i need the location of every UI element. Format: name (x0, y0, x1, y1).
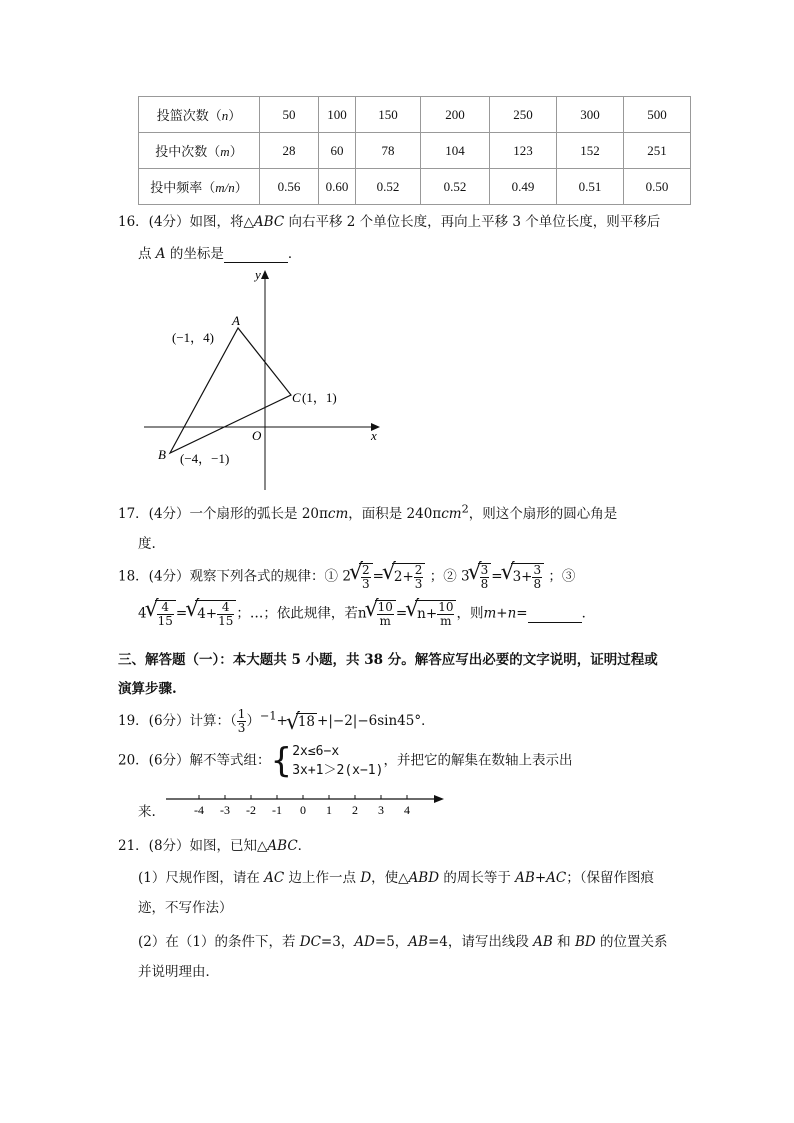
number-line-arrow-icon (434, 795, 444, 803)
table-cell: 0.51 (557, 169, 624, 205)
table-cell: 200 (421, 97, 490, 133)
question-16-line2: 点 A 的坐标是 ． (138, 246, 302, 262)
table-cell: 150 (356, 97, 421, 133)
y-axis-arrow-icon (261, 270, 269, 279)
number-line-tick-label: 3 (378, 803, 384, 817)
vertex-a-coord: (−1，4) (172, 330, 214, 345)
table-row (139, 169, 691, 205)
table-cell: 0.52 (421, 169, 490, 205)
table-row (139, 97, 691, 133)
table-cell: 0.56 (260, 169, 319, 205)
table-cell: 60 (319, 133, 356, 169)
vertex-b-coord: (−4，−1) (180, 451, 230, 466)
table-cell: 123 (490, 133, 557, 169)
number-line-tick-label: -3 (220, 803, 230, 817)
frequency-table (138, 96, 691, 205)
table-cell: 300 (557, 97, 624, 133)
table-cell: 0.49 (490, 169, 557, 205)
y-axis-label: y (255, 267, 261, 282)
number-line-tick-label: 1 (326, 803, 332, 817)
table-cell: 50 (260, 97, 319, 133)
vertex-c-label: C (292, 390, 301, 405)
triangle-abc (170, 328, 291, 453)
table-cell: 251 (624, 133, 691, 169)
answer-blank[interactable] (224, 246, 288, 263)
table-cell: 500 (624, 97, 691, 133)
vertex-c-coord: (1，1) (302, 390, 337, 405)
question-19: 19．(6分）计算：（ $\frac{1}{3}$ ）$^{-1}$+√ 18 +|−2|−6sin45°． (118, 708, 435, 735)
x-axis-label: x (371, 428, 377, 443)
number-line-tick-label: -2 (246, 803, 256, 817)
question-18-line2: 4 √ $\frac{4}{15}$ =√ 4+ $\frac{4}{15}$ ；…；依此规律，若n √ $\frac{10}{m}$ =√ n+ $\frac{10}{m}$ ，则m+n= ． (138, 600, 595, 628)
section-3-heading-cont: 演算步骤. (118, 681, 177, 697)
coordinate-figure (138, 266, 388, 496)
number-line-tick-label: 4 (404, 803, 410, 817)
number-line-tick-label: 2 (352, 803, 358, 817)
question-21-part2-cont: 并说明理由． (138, 964, 219, 980)
number-line-tick-label: -1 (272, 803, 282, 817)
row-header: 投中频率（m/n） (139, 169, 260, 205)
number-line-tick-label: -4 (194, 803, 204, 817)
vertex-b-label: B (158, 447, 166, 462)
table-cell: 152 (557, 133, 624, 169)
table-cell: 28 (260, 133, 319, 169)
question-21-line1: 21．(8分）如图，已知△ABC． (118, 838, 312, 854)
question-16-line1: 16．(4分）如图，将△ABC 向右平移 2 个单位长度，再向上平移 3 个单位长度，则平移后 (118, 214, 661, 230)
question-20-line2: 来. (138, 804, 156, 820)
vertex-a-label: A (232, 313, 240, 328)
table-cell: 250 (490, 97, 557, 133)
question-20-line1: 20．(6分）解不等式组：{2x≤6−x 3x+1＞2(x−1)，并把它的解集在数轴上表示出 (118, 741, 573, 781)
answer-blank[interactable] (528, 606, 582, 623)
number-line-tick-label: 0 (300, 803, 306, 817)
table-cell: 0.52 (356, 169, 421, 205)
table-cell: 0.60 (319, 169, 356, 205)
question-21-part2: (2）在（1）的条件下，若 DC=3，AD=5，AB=4，请写出线段 AB 和 BD 的位置关系 (138, 934, 668, 950)
table-cell: 78 (356, 133, 421, 169)
table-cell: 104 (421, 133, 490, 169)
question-17-line1: 17．(4分）一个扇形的弧长是 20πcm，面积是 240πcm$^2$，则这个扇形的圆心角是 (118, 502, 618, 522)
question-21-part1-cont: 迹，不写作法） (138, 900, 233, 916)
row-header: 投中次数（m） (139, 133, 260, 169)
number-line (162, 784, 448, 820)
table-cell: 0.50 (624, 169, 691, 205)
section-3-heading: 三、解答题（一）：本大题共 5 小题，共 38 分。解答应写出必要的文字说明，证明过程或 (118, 652, 658, 668)
table-cell: 100 (319, 97, 356, 133)
question-21-part1: (1）尺规作图，请在 AC 边上作一点 D，使△ABD 的周长等于 AB+AC；（保留作图痕 (138, 870, 654, 886)
row-header: 投篮次数（n） (139, 97, 260, 133)
question-17-line2: 度. (138, 536, 156, 552)
origin-label: O (252, 428, 262, 443)
question-18-line1: 18．(4分）观察下列各式的规律：① 2 √ $\frac{2}{3}$ =√ 2+ $\frac{2}{3}$ ；② 3 √ $\frac{3}{8}$ =√ 3+ $\frac{3}{8}$ ；③ (118, 563, 575, 591)
table-row (139, 133, 691, 169)
